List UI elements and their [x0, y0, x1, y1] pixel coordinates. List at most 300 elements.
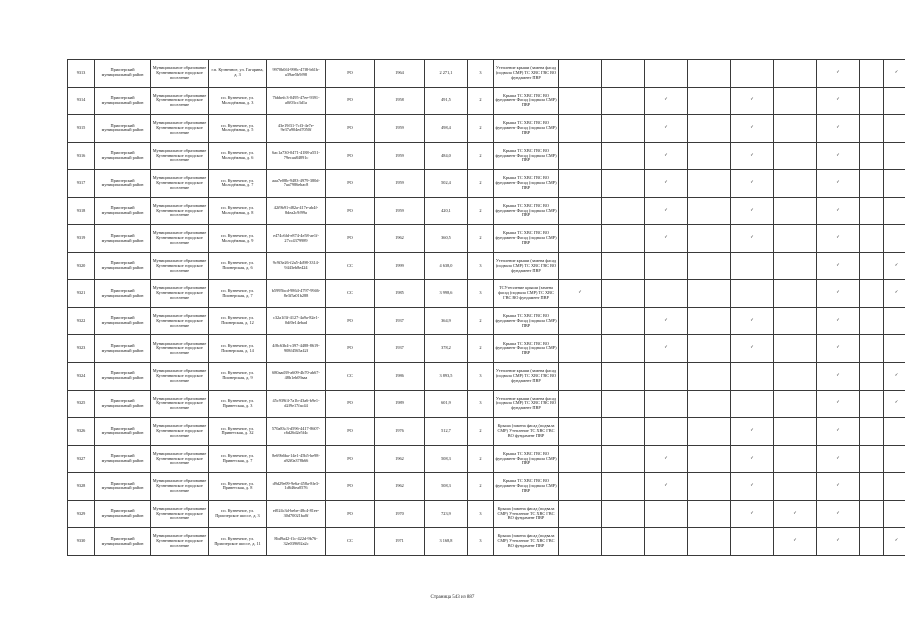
entrances-cell: 2 — [468, 142, 494, 170]
house-uid-cell: 43e19f31-7cf3-4e7e-9e37a904ed7050f — [267, 115, 326, 143]
table-row — [68, 115, 905, 143]
build-year-cell: 1937 — [375, 307, 425, 335]
page-footer: Страница 543 из 887 — [430, 595, 475, 600]
check-cell-3 — [645, 60, 688, 88]
check-cell-8 — [860, 115, 884, 143]
table-row — [68, 87, 905, 115]
check-cell-9 — [884, 363, 905, 391]
check-cell-2 — [602, 87, 645, 115]
works-cell: Утепление крыши (замена фасад (подвала СМР) ТС ХВС ГВС ВО фундамент ПВР — [494, 390, 559, 418]
house-uid-cell: 9970b0f4-998c-47f8-b61b-a39ae5b9f98 — [267, 60, 326, 88]
district-cell: Приозерский муниципальный район — [95, 418, 151, 446]
address-cell: г.п. Кузнечное, ул. Молодёжная, д. 3 — [209, 87, 267, 115]
check-cell-3 — [645, 473, 688, 501]
area-cell: 364,9 — [425, 307, 468, 335]
entrances-cell: 3 — [468, 390, 494, 418]
house-uid-cell: aaa7e08b-9483-4979-380d-7aa7986ebac8 — [267, 170, 326, 198]
works-cell: Крыша ТС ХВС ГВС ВО фундамент Фасад (подвала СМР) ПВР — [494, 142, 559, 170]
table-row — [68, 418, 905, 446]
check-cell-8 — [860, 528, 884, 556]
check-cell-6 — [774, 418, 817, 446]
build-year-cell: 1985 — [375, 280, 425, 308]
check-cell-5 — [731, 170, 774, 198]
entrances-cell: 2 — [468, 335, 494, 363]
entrances-cell: 3 — [468, 500, 494, 528]
check-cell-9 — [884, 418, 905, 446]
check-cell-5 — [731, 197, 774, 225]
municipality-cell: Муниципальное образование Кузнечнинское городское поселение — [151, 225, 209, 253]
house-uid-cell: 4f8c63b4-c397-4488-8619-908f4565a42f — [267, 335, 326, 363]
check-cell-7 — [817, 307, 860, 335]
check-cell-5 — [731, 445, 774, 473]
check-cell-6 — [774, 170, 817, 198]
house-type-cell: РО — [326, 197, 375, 225]
check-cell-4 — [688, 115, 731, 143]
area-cell: 723,9 — [425, 500, 468, 528]
build-year-cell: 1962 — [375, 473, 425, 501]
checkmark-icon: ✓ — [750, 152, 754, 158]
build-year-cell: 1937 — [375, 335, 425, 363]
address-cell: г.п. Кузнечное, ул. Приветская, д. 3 — [209, 390, 267, 418]
checkmark-icon: ✓ — [664, 124, 668, 130]
table-row — [68, 280, 905, 308]
check-cell-3 — [645, 225, 688, 253]
check-cell-1 — [559, 197, 602, 225]
area-cell: 3 168,8 — [425, 528, 468, 556]
entrances-cell: 3 — [468, 363, 494, 391]
district-cell: Приозерский муниципальный район — [95, 252, 151, 280]
check-cell-8 — [860, 473, 884, 501]
check-cell-6 — [774, 280, 817, 308]
check-cell-7 — [817, 252, 860, 280]
house-type-cell: СС — [326, 363, 375, 391]
check-cell-5 — [731, 60, 774, 88]
check-cell-4 — [688, 473, 731, 501]
municipality-cell: Муниципальное образование Кузнечнинское городское поселение — [151, 252, 209, 280]
checkmark-icon: ✓ — [664, 97, 668, 103]
municipality-cell: Муниципальное образование Кузнечнинское городское поселение — [151, 170, 209, 198]
checkmark-icon: ✓ — [664, 207, 668, 213]
checkmark-icon: ✓ — [836, 124, 840, 130]
build-year-cell: 1962 — [375, 445, 425, 473]
municipality-cell: Муниципальное образование Кузнечнинское городское поселение — [151, 307, 209, 335]
checkmark-icon: ✓ — [836, 290, 840, 296]
area-cell: 3 998,6 — [425, 280, 468, 308]
check-cell-2 — [602, 445, 645, 473]
check-cell-2 — [602, 252, 645, 280]
checkmark-icon: ✓ — [836, 345, 840, 351]
check-cell-3 — [645, 335, 688, 363]
works-cell: ТСУтепление крыши (замена фасад (подвала СМР) ТС ХВС ГВС ВО фундамент ПВР — [494, 280, 559, 308]
municipality-cell: Муниципальное образование Кузнечнинское городское поселение — [151, 473, 209, 501]
area-cell: 491,5 — [425, 87, 468, 115]
works-cell: Утепление крыши (замена фасад (подвала СМР) ТС ХВС ГВС ВО фундамент ПВР — [494, 363, 559, 391]
check-cell-3 — [645, 390, 688, 418]
check-cell-6 — [774, 252, 817, 280]
check-cell-7 — [817, 87, 860, 115]
check-cell-2 — [602, 390, 645, 418]
house-type-cell: РО — [326, 142, 375, 170]
checkmark-icon: ✓ — [836, 262, 840, 268]
check-cell-7 — [817, 528, 860, 556]
entrances-cell: 2 — [468, 418, 494, 446]
check-cell-6 — [774, 363, 817, 391]
check-cell-9 — [884, 115, 905, 143]
check-cell-1 — [559, 252, 602, 280]
house-uid-cell: d9d29e09-9e6a-458a-8fe3-1d646ea0576 — [267, 473, 326, 501]
check-cell-6 — [774, 115, 817, 143]
municipality-cell: Муниципальное образование Кузнечнинское городское поселение — [151, 390, 209, 418]
address-cell: г.п. Кузнечное, ул. Молодёжная, д. 8 — [209, 197, 267, 225]
checkmark-icon: ✓ — [664, 235, 668, 241]
check-cell-5 — [731, 418, 774, 446]
checkmark-icon: ✓ — [894, 69, 899, 75]
house-uid-cell: b5995bcd-9864-4797-9946-8e3f5a01b288 — [267, 280, 326, 308]
checkmark-icon: ✓ — [664, 152, 668, 158]
house-type-cell: РО — [326, 390, 375, 418]
check-cell-1 — [559, 445, 602, 473]
check-cell-9 — [884, 528, 905, 556]
check-cell-6 — [774, 528, 817, 556]
check-cell-5 — [731, 225, 774, 253]
check-cell-3 — [645, 252, 688, 280]
table-row — [68, 170, 905, 198]
district-cell: Приозерский муниципальный район — [95, 225, 151, 253]
check-cell-1 — [559, 115, 602, 143]
municipality-cell: Муниципальное образование Кузнечнинское городское поселение — [151, 335, 209, 363]
check-cell-7 — [817, 280, 860, 308]
table-row — [68, 335, 905, 363]
house-type-cell: РО — [326, 115, 375, 143]
works-cell: Крыша ТС ХВС ГВС ВО фундамент Фасад (подвала СМР) ПВР — [494, 445, 559, 473]
entrances-cell: 2 — [468, 445, 494, 473]
check-cell-8 — [860, 142, 884, 170]
check-cell-8 — [860, 197, 884, 225]
house-uid-cell: 42f9b91-d82a-417e-ab4f-8dea2c9f99a — [267, 197, 326, 225]
entrances-cell: 3 — [468, 528, 494, 556]
district-cell: Приозерский муниципальный район — [95, 197, 151, 225]
check-cell-3 — [645, 115, 688, 143]
house-type-cell: РО — [326, 500, 375, 528]
house-type-cell: СС — [326, 528, 375, 556]
entrances-cell: 2 — [468, 225, 494, 253]
table-row — [68, 252, 905, 280]
table-row — [68, 307, 905, 335]
check-cell-4 — [688, 60, 731, 88]
check-cell-7 — [817, 142, 860, 170]
check-cell-9 — [884, 500, 905, 528]
checkmark-icon: ✓ — [836, 69, 840, 75]
area-cell: 378,2 — [425, 335, 468, 363]
checkmark-icon: ✓ — [793, 538, 797, 544]
table-row — [68, 142, 905, 170]
check-cell-2 — [602, 225, 645, 253]
works-cell: Крыша ТС ХВС ГВС ВО фундамент Фасад (подвала СМР) ПВР — [494, 473, 559, 501]
house-type-cell: РО — [326, 87, 375, 115]
row-number: 9327 — [68, 445, 95, 473]
check-cell-6 — [774, 142, 817, 170]
works-cell: Крыша (замена фасад (подвала СМР) Утепление ТС ХВС ГВС ВО фундамент ПВР — [494, 528, 559, 556]
checkmark-icon: ✓ — [664, 317, 668, 323]
works-cell: Крыша ТС ХВС ГВС ВО фундамент Фасад (подвала СМР) ПВР — [494, 170, 559, 198]
build-year-cell: 1976 — [375, 418, 425, 446]
house-uid-cell: c32a1f3f-4127-4a9a-82e1-0df0e14ebad — [267, 307, 326, 335]
check-cell-6 — [774, 335, 817, 363]
table-row — [68, 225, 905, 253]
checkmark-icon: ✓ — [894, 290, 899, 296]
table-row — [68, 197, 905, 225]
entrances-cell: 3 — [468, 60, 494, 88]
check-cell-7 — [817, 418, 860, 446]
address-cell: г.п. Кузнечное, ул. Пионерская, д. 12 — [209, 307, 267, 335]
check-cell-1 — [559, 142, 602, 170]
check-cell-3 — [645, 197, 688, 225]
district-cell: Приозерский муниципальный район — [95, 280, 151, 308]
district-cell: Приозерский муниципальный район — [95, 142, 151, 170]
check-cell-3 — [645, 528, 688, 556]
municipality-cell: Муниципальное образование Кузнечнинское городское поселение — [151, 528, 209, 556]
check-cell-5 — [731, 115, 774, 143]
district-cell: Приозерский муниципальный район — [95, 473, 151, 501]
checkmark-icon: ✓ — [836, 455, 840, 461]
check-cell-2 — [602, 335, 645, 363]
check-cell-6 — [774, 197, 817, 225]
checkmark-icon: ✓ — [836, 427, 840, 433]
district-cell: Приозерский муниципальный район — [95, 390, 151, 418]
check-cell-6 — [774, 500, 817, 528]
check-cell-1 — [559, 307, 602, 335]
check-cell-2 — [602, 280, 645, 308]
check-cell-8 — [860, 390, 884, 418]
build-year-cell: 1964 — [375, 60, 425, 88]
address-cell: г.п. Кузнечное, ул. Молодёжная, д. 7 — [209, 170, 267, 198]
house-uid-cell: 7bbbefc3-0495-47ee-9391-a0f03cc3d1a — [267, 87, 326, 115]
check-cell-6 — [774, 473, 817, 501]
table-row — [68, 528, 905, 556]
house-uid-cell: 9c9f3e26-f2a5-4d98-3314-9443eb8e424 — [267, 252, 326, 280]
check-cell-1 — [559, 418, 602, 446]
checkmark-icon: ✓ — [836, 538, 840, 544]
works-cell: Крыша ТС ХВС ГВС ВО фундамент Фасад (подвала СМР) ПВР — [494, 307, 559, 335]
area-cell: 601,9 — [425, 390, 468, 418]
area-cell: 508,3 — [425, 445, 468, 473]
house-type-cell: СС — [326, 252, 375, 280]
checkmark-icon: ✓ — [750, 455, 754, 461]
house-type-cell: РО — [326, 445, 375, 473]
table-row — [68, 473, 905, 501]
check-cell-4 — [688, 252, 731, 280]
house-type-cell: СС — [326, 280, 375, 308]
checkmark-icon: ✓ — [836, 152, 840, 158]
build-year-cell: 1959 — [375, 115, 425, 143]
checkmark-icon: ✓ — [750, 483, 754, 489]
check-cell-9 — [884, 445, 905, 473]
works-cell: Утепление крыши (замена фасад (подвала СМР) ТС ХВС ГВС ВО фундамент ПВР — [494, 60, 559, 88]
row-number: 9324 — [68, 363, 95, 391]
check-cell-9 — [884, 225, 905, 253]
area-cell: 498,4 — [425, 115, 468, 143]
district-cell: Приозерский муниципальный район — [95, 60, 151, 88]
checkmark-icon: ✓ — [793, 510, 797, 516]
checkmark-icon: ✓ — [750, 124, 754, 130]
check-cell-3 — [645, 500, 688, 528]
check-cell-5 — [731, 335, 774, 363]
works-cell: Крыша ТС ХВС ГВС ВО фундамент Фасад (подвала СМР) ПВР — [494, 335, 559, 363]
build-year-cell: 1959 — [375, 142, 425, 170]
check-cell-1 — [559, 390, 602, 418]
check-cell-6 — [774, 87, 817, 115]
district-cell: Приозерский муниципальный район — [95, 170, 151, 198]
table-row — [68, 390, 905, 418]
check-cell-1 — [559, 280, 602, 308]
check-cell-7 — [817, 115, 860, 143]
row-number: 9317 — [68, 170, 95, 198]
checkmark-icon: ✓ — [750, 345, 754, 351]
build-year-cell: 1962 — [375, 225, 425, 253]
check-cell-2 — [602, 197, 645, 225]
check-cell-8 — [860, 225, 884, 253]
check-cell-1 — [559, 60, 602, 88]
check-cell-2 — [602, 142, 645, 170]
row-number: 9326 — [68, 418, 95, 446]
check-cell-6 — [774, 60, 817, 88]
checkmark-icon: ✓ — [750, 427, 754, 433]
check-cell-3 — [645, 445, 688, 473]
district-cell: Приозерский муниципальный район — [95, 445, 151, 473]
check-cell-8 — [860, 418, 884, 446]
check-cell-9 — [884, 473, 905, 501]
check-cell-7 — [817, 363, 860, 391]
district-cell: Приозерский муниципальный район — [95, 500, 151, 528]
address-cell: г.п. Кузнечное, ул. Молодёжная, д. 5 — [209, 115, 267, 143]
district-cell: Приозерский муниципальный район — [95, 335, 151, 363]
check-cell-7 — [817, 170, 860, 198]
checkmark-icon: ✓ — [836, 400, 840, 406]
build-year-cell: 1971 — [375, 528, 425, 556]
house-type-cell: РО — [326, 225, 375, 253]
check-cell-4 — [688, 335, 731, 363]
district-cell: Приозерский муниципальный район — [95, 528, 151, 556]
check-cell-5 — [731, 280, 774, 308]
house-type-cell: РО — [326, 60, 375, 88]
build-year-cell: 1986 — [375, 363, 425, 391]
check-cell-4 — [688, 528, 731, 556]
table-row — [68, 445, 905, 473]
house-type-cell: РО — [326, 335, 375, 363]
check-cell-9 — [884, 280, 905, 308]
build-year-cell: 1999 — [375, 252, 425, 280]
municipality-cell: Муниципальное образование Кузнечнинское городское поселение — [151, 197, 209, 225]
check-cell-9 — [884, 252, 905, 280]
checkmark-icon: ✓ — [836, 97, 840, 103]
check-cell-8 — [860, 445, 884, 473]
check-cell-3 — [645, 363, 688, 391]
table-row — [68, 60, 905, 88]
entrances-cell: 2 — [468, 87, 494, 115]
checkmark-icon: ✓ — [664, 483, 668, 489]
house-type-cell: РО — [326, 307, 375, 335]
checkmark-icon: ✓ — [836, 372, 840, 378]
build-year-cell: 1959 — [375, 197, 425, 225]
house-type-cell: РО — [326, 473, 375, 501]
check-cell-8 — [860, 280, 884, 308]
row-number: 9315 — [68, 115, 95, 143]
checkmark-icon: ✓ — [750, 510, 754, 516]
area-cell: 512,7 — [425, 418, 468, 446]
address-cell: г.п. Кузнечное, ул. Молодёжная, д. 9 — [209, 225, 267, 253]
build-year-cell: 1970 — [375, 500, 425, 528]
entrances-cell: 3 — [468, 252, 494, 280]
municipality-cell: Муниципальное образование Кузнечнинское городское поселение — [151, 115, 209, 143]
works-cell: Крыша (замена фасад (подвала СМР) Утепление ТС ХВС ГВС ВО фундамент ПВР — [494, 500, 559, 528]
house-type-cell: РО — [326, 418, 375, 446]
check-cell-3 — [645, 170, 688, 198]
check-cell-9 — [884, 60, 905, 88]
check-cell-9 — [884, 170, 905, 198]
check-cell-5 — [731, 252, 774, 280]
check-cell-9 — [884, 197, 905, 225]
check-cell-4 — [688, 142, 731, 170]
address-cell: г.п. Кузнечное, ул. Пионерская, д. 6 — [209, 252, 267, 280]
address-cell: г.п. Кузнечное, ул. Молодёжная, д. 6 — [209, 142, 267, 170]
check-cell-2 — [602, 115, 645, 143]
check-cell-4 — [688, 87, 731, 115]
check-cell-1 — [559, 500, 602, 528]
house-uid-cell: 45c939f4-7a1b-43a6-b9e1-d2f9e17fac44 — [267, 390, 326, 418]
entrances-cell: 2 — [468, 473, 494, 501]
entrances-cell: 2 — [468, 115, 494, 143]
check-cell-4 — [688, 225, 731, 253]
entrances-cell: 2 — [468, 197, 494, 225]
area-cell: 508,3 — [425, 473, 468, 501]
checkmark-icon: ✓ — [664, 345, 668, 351]
check-cell-8 — [860, 252, 884, 280]
checkmark-icon: ✓ — [894, 372, 899, 378]
row-number: 9322 — [68, 307, 95, 335]
check-cell-8 — [860, 60, 884, 88]
check-cell-6 — [774, 445, 817, 473]
checkmark-icon: ✓ — [836, 510, 840, 516]
check-cell-7 — [817, 60, 860, 88]
check-cell-5 — [731, 87, 774, 115]
house-type-cell: РО — [326, 170, 375, 198]
check-cell-4 — [688, 307, 731, 335]
address-cell: г.п. Кузнечное, ул. Пионерская, д. 7 — [209, 280, 267, 308]
checkmark-icon: ✓ — [664, 455, 668, 461]
check-cell-6 — [774, 225, 817, 253]
area-cell: 4 638,0 — [425, 252, 468, 280]
entrances-cell: 2 — [468, 170, 494, 198]
build-year-cell: 1958 — [375, 87, 425, 115]
check-cell-2 — [602, 60, 645, 88]
register-table-body — [68, 60, 905, 556]
district-cell: Приозерский муниципальный район — [95, 115, 151, 143]
address-cell: г.п. Кузнечное, ул. Приозерское шоссе, д. 11 — [209, 528, 267, 556]
check-cell-1 — [559, 528, 602, 556]
row-number: 9323 — [68, 335, 95, 363]
address-cell: г.п. Кузнечное, ул. Приветская, д. 7 — [209, 445, 267, 473]
check-cell-6 — [774, 307, 817, 335]
check-cell-1 — [559, 363, 602, 391]
house-uid-cell: 8bd9a42-f1c-422d-9b76-32e039692a2c — [267, 528, 326, 556]
check-cell-4 — [688, 500, 731, 528]
check-cell-4 — [688, 363, 731, 391]
checkmark-icon: ✓ — [750, 207, 754, 213]
municipality-cell: Муниципальное образование Кузнечнинское городское поселение — [151, 60, 209, 88]
check-cell-3 — [645, 142, 688, 170]
check-cell-7 — [817, 390, 860, 418]
address-cell: г.п. Кузнечное, ул. Приозерское шоссе, д. 3 — [209, 500, 267, 528]
